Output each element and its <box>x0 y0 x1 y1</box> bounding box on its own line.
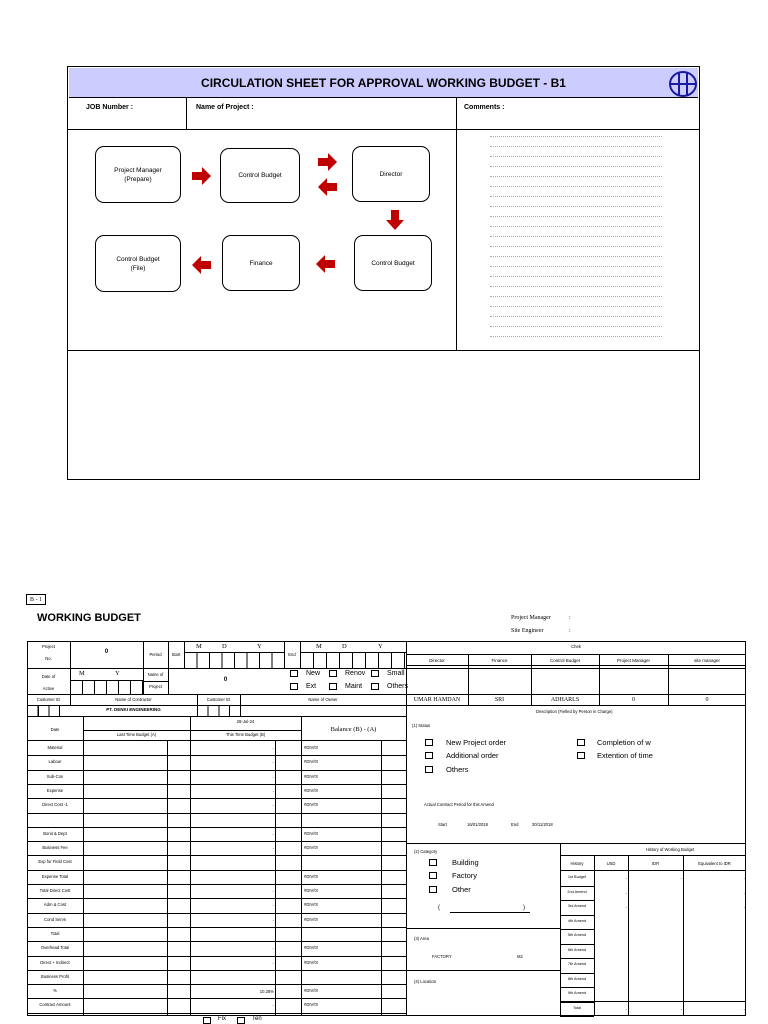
history-row-label: Total <box>572 1006 582 1010</box>
other-paren-open: ( <box>438 905 440 911</box>
line <box>406 654 746 655</box>
history-col-usd: USD <box>606 861 616 866</box>
history-row-label: 9th Amend <box>567 991 587 995</box>
arrow-left-icon <box>318 178 338 196</box>
line <box>275 740 276 1016</box>
ext-checkbox[interactable] <box>290 683 298 690</box>
line <box>27 694 406 695</box>
row-line <box>27 998 406 999</box>
comments-label: Comments : <box>464 104 505 111</box>
company-logo <box>668 70 698 98</box>
new-project-order-checkbox[interactable] <box>425 739 433 746</box>
role-control-budget: Control Budget <box>549 658 581 663</box>
budget-row-balance: #DIV/0! <box>304 774 318 779</box>
row-line <box>27 898 406 899</box>
flow-box-control-budget: Control Budget <box>220 148 300 203</box>
arrow-right-icon <box>192 167 212 185</box>
category-factory: Factory <box>452 871 478 880</box>
budget-row-this-time: - <box>272 832 274 837</box>
extention-checkbox[interactable] <box>577 752 585 759</box>
start-m: M <box>196 643 202 650</box>
status-others: Others <box>446 765 469 774</box>
history-col-idr: IDR <box>651 861 660 866</box>
start-date-cells[interactable] <box>184 652 284 668</box>
other-text-line[interactable] <box>450 912 530 913</box>
budget-row-label: Business Fee <box>42 845 68 850</box>
pm-line1: Project Manager <box>114 166 162 174</box>
line <box>406 970 560 971</box>
customer-id-cells[interactable] <box>27 705 70 716</box>
budget-row-balance: #DIV/0! <box>304 759 318 764</box>
description-note: Description (Fielled by Person in Charge) <box>536 709 613 714</box>
history-col-history: History <box>570 861 584 866</box>
maint-checkbox[interactable] <box>329 683 337 690</box>
arrow-right-icon <box>318 153 338 171</box>
budget-row-label: Business Profit <box>41 974 69 979</box>
history-row-label: 8th Amend <box>567 977 587 981</box>
working-budget-title: WORKING BUDGET <box>37 612 141 624</box>
cp-start-label: Start <box>438 822 447 827</box>
sheet-tag: B - 1 <box>26 594 46 605</box>
pm-line2: (Prepare) <box>124 175 152 183</box>
budget-row-this-time: - <box>272 1003 274 1008</box>
budget-row-this-time: - <box>272 789 274 794</box>
start-label: Start <box>171 652 181 657</box>
line <box>167 740 168 1016</box>
name-project-manager: 0 <box>632 697 635 703</box>
line <box>560 855 746 856</box>
history-row-label: 2nd Amend <box>567 890 587 894</box>
flow-box-finance: Finance <box>222 235 300 291</box>
project-manager-label: Project Manager <box>511 615 551 621</box>
fix-checkbox[interactable] <box>203 1017 211 1024</box>
budget-row-this-time: - <box>272 846 274 851</box>
history-row-line <box>560 944 594 945</box>
history-dash: - <box>743 891 745 896</box>
project-name-label: Name of Project : <box>196 104 254 111</box>
budget-row-this-time: - <box>272 918 274 923</box>
budget-row-this-time: - <box>272 760 274 765</box>
additional-order-checkbox[interactable] <box>425 752 433 759</box>
history-dash: - <box>743 876 745 881</box>
budget-row-balance: #DIV/0! <box>304 788 318 793</box>
row-line <box>27 770 406 771</box>
customer-id-label-2: Customer ID <box>206 697 231 702</box>
history-dash: - <box>625 905 627 910</box>
other-checkbox[interactable] <box>429 886 437 893</box>
budget-row-balance: #DIV/0! <box>304 988 318 993</box>
end-y: Y <box>378 643 383 650</box>
circulation-title-text: CIRCULATION SHEET FOR APPROVAL WORKING BUDGET - B1 <box>201 75 566 90</box>
row-line <box>27 1013 406 1014</box>
row-line <box>27 941 406 942</box>
budget-row-balance: #DIV/0! <box>304 960 318 965</box>
role-site-manager: site manager <box>693 658 720 663</box>
chek-label: Chek <box>571 644 581 649</box>
row-line <box>27 841 406 842</box>
budget-row-this-time: - <box>272 803 274 808</box>
date-active-label: Active <box>42 686 55 691</box>
line <box>406 694 746 695</box>
budget-row-label: Direct + Indirect <box>40 960 70 965</box>
history-dash: - <box>743 905 745 910</box>
comment-lines <box>490 136 662 337</box>
start-d: D <box>222 643 227 650</box>
history-dash: - <box>680 1007 682 1012</box>
budget-row-balance: #DIV/0! <box>304 802 318 807</box>
date-value: 28-Jul-24 <box>236 719 255 724</box>
location-label: (4) Location <box>414 979 437 984</box>
contractor-name-label: Name of Contractor <box>115 697 152 702</box>
others-checkbox[interactable] <box>371 683 379 690</box>
se-colon: : <box>569 628 571 634</box>
budget-row-balance: #DIV/0! <box>304 831 318 836</box>
budget-row-label: Bonit & Dept <box>43 831 67 836</box>
row-line <box>27 784 406 785</box>
status-completion: Completion of w <box>597 738 651 747</box>
row-line <box>27 813 406 814</box>
budget-row-this-time: - <box>272 946 274 951</box>
others-status-checkbox[interactable] <box>425 766 433 773</box>
date-label: Date <box>50 727 60 732</box>
period-label: Period <box>149 652 162 657</box>
start-y: Y <box>257 643 262 650</box>
budget-row-balance: #DIV/0! <box>304 745 318 750</box>
history-row-label: 6th Amend <box>567 948 587 952</box>
small-label: Small <box>387 670 405 677</box>
budget-row-balance: #DIV/0! <box>304 845 318 850</box>
row-line <box>27 927 406 928</box>
bottom-divider <box>68 350 699 351</box>
history-dash: - <box>743 1007 745 1012</box>
budget-row-balance: #DIV/0! <box>304 945 318 950</box>
line <box>27 668 746 669</box>
history-dash: - <box>680 876 682 881</box>
small-checkbox[interactable] <box>371 670 379 677</box>
history-dash: - <box>625 891 627 896</box>
status-new-project-order: New Project order <box>446 738 507 747</box>
line <box>27 740 406 741</box>
history-row-line <box>560 958 594 959</box>
row-line <box>27 913 406 914</box>
contract-period-label: Actual Contract Period for this Amend <box>424 802 494 807</box>
budget-row-label: Material <box>47 745 63 750</box>
category-building: Building <box>452 858 479 867</box>
project-no-label: No. <box>45 656 52 661</box>
area-label: (3) Area <box>414 936 429 941</box>
budget-row-balance: #DIV/0! <box>304 874 318 879</box>
budget-row-this-time: 10.28% <box>259 989 274 994</box>
others-label: Others <box>387 683 409 690</box>
status-extention: Extention of time <box>597 751 653 760</box>
line <box>27 705 746 706</box>
active-date-cells[interactable] <box>70 680 143 694</box>
budget-row-this-time: - <box>272 889 274 894</box>
history-row-line <box>560 915 594 916</box>
name-project-label: Project <box>148 684 163 689</box>
owner-name-label: Name of Owner <box>308 697 338 702</box>
ten-checkbox[interactable] <box>237 1017 245 1024</box>
history-row-label: 5th Amend <box>567 933 587 937</box>
history-row-line <box>560 900 594 901</box>
line <box>240 694 241 716</box>
project-label: Project <box>41 644 56 649</box>
row-line <box>27 827 406 828</box>
name-finance: SRI <box>494 697 505 703</box>
date-of-label: Date of <box>41 674 56 679</box>
budget-row-label: Labour <box>48 759 62 764</box>
active-y: Y <box>115 670 120 677</box>
history-row-line <box>560 987 594 988</box>
area-unit: M2 <box>517 954 523 959</box>
category-label: (2) Category <box>414 849 438 854</box>
history-title: History of Working Budget <box>645 847 695 852</box>
contractor-name-value: PT. DENKI ENGINEERING <box>106 707 161 712</box>
line <box>143 681 168 682</box>
budget-row-label: Cond Servs <box>44 917 66 922</box>
row-line <box>27 870 406 871</box>
cp-start-value: 16/01/2018 <box>467 822 488 827</box>
line <box>406 928 560 929</box>
history-row-line <box>560 1016 594 1017</box>
this-time-budget-label: This Time Budget (B) <box>225 732 266 737</box>
job-number-label: JOB Number : <box>86 104 134 111</box>
budget-row-this-time: - <box>272 961 274 966</box>
budget-row-label: Contract Amount <box>39 1002 71 1007</box>
history-row-line <box>560 973 594 974</box>
budget-row-label: Overhead Total <box>40 945 70 950</box>
status-additional-order: Additional order <box>446 751 499 760</box>
row-line <box>27 984 406 985</box>
budget-row-label: Sub-Con <box>46 774 64 779</box>
project-no-value: 0 <box>104 649 109 655</box>
budget-row-balance: #DIV/0! <box>304 917 318 922</box>
budget-row-label: Total Direct Cost <box>39 888 71 893</box>
budget-row-label: % <box>53 988 57 993</box>
arrow-down-icon <box>386 210 404 231</box>
budget-row-label: Expense Total <box>41 874 69 879</box>
category-other: Other <box>452 885 471 894</box>
factory-checkbox[interactable] <box>429 872 437 879</box>
budget-row-label: Exp for Field Cost <box>38 859 72 864</box>
line <box>560 870 746 871</box>
cp-end-value: 30/11/2018 <box>532 822 553 827</box>
budget-row-label: Total <box>50 931 60 936</box>
renov-checkbox[interactable] <box>329 670 337 677</box>
budget-row-balance: #DIV/0! <box>304 902 318 907</box>
customer-id-label: Customer ID <box>36 697 61 702</box>
history-row-label: 7th Amend <box>567 962 587 966</box>
header-divider <box>68 129 699 130</box>
row-line <box>27 855 406 856</box>
end-m: M <box>316 643 322 650</box>
line <box>406 843 746 844</box>
flow-box-director: Director <box>352 146 430 202</box>
budget-row-balance: #DIV/0! <box>304 1002 318 1007</box>
history-dash: - <box>625 1007 627 1012</box>
site-engineer-label: Site Engineer <box>511 628 544 634</box>
flow-box-project-manager <box>95 146 181 203</box>
arrow-left-icon <box>192 256 212 274</box>
flow-box-control-budget-2: Control Budget <box>354 235 432 291</box>
new-label: New <box>306 670 321 677</box>
ten-label: Ten <box>252 1016 262 1022</box>
arrow-left-icon <box>316 255 336 273</box>
row-line <box>27 798 406 799</box>
cp-end-label: End <box>511 822 519 827</box>
pm-colon: : <box>569 615 571 621</box>
role-project-manager: Project Manager <box>616 658 651 663</box>
budget-row-this-time: - <box>272 903 274 908</box>
budget-row-label: Direct Cost -1 <box>42 802 68 807</box>
budget-row-this-time: - <box>272 775 274 780</box>
line <box>83 730 301 731</box>
history-row-label: 1st Budget <box>567 875 587 879</box>
name-of-label: Name of <box>147 672 164 677</box>
history-row-line <box>560 886 594 887</box>
line <box>83 716 84 1016</box>
comments-col-divider <box>456 98 457 351</box>
history-row-label: 4th Amend <box>567 919 587 923</box>
history-row-line <box>560 929 594 930</box>
name-site-manager: 0 <box>705 697 709 703</box>
name-director: UMAR HAMDAN <box>413 697 461 703</box>
history-total-line <box>560 1001 746 1002</box>
row-line <box>27 970 406 971</box>
row-line <box>27 884 406 885</box>
area-value: FACTORY <box>432 954 452 959</box>
history-col-equiv: Equivalent to IDR <box>698 861 731 866</box>
budget-row-label: Adm & Cost <box>43 902 67 907</box>
line <box>381 740 382 1016</box>
history-dash: - <box>625 876 627 881</box>
new-checkbox[interactable] <box>290 670 298 677</box>
other-paren-close: ) <box>523 905 525 911</box>
circulation-title <box>69 68 698 98</box>
renov-label: Renov <box>345 670 366 677</box>
line <box>301 716 302 1016</box>
line <box>406 665 746 666</box>
customer-id-cells-2[interactable] <box>197 705 240 716</box>
fix-label: Fix <box>218 1016 226 1022</box>
history-row-line <box>560 1002 594 1003</box>
completion-checkbox[interactable] <box>577 739 585 746</box>
header-col-divider <box>186 98 187 130</box>
budget-row-label: Expense <box>46 788 64 793</box>
budget-row-this-time: - <box>272 746 274 751</box>
end-label: End <box>288 652 296 657</box>
end-date-cells[interactable] <box>300 652 406 668</box>
balance-label: Balance (B) - (A) <box>330 726 377 733</box>
row-line <box>27 956 406 957</box>
role-finance: Finance <box>491 658 508 663</box>
last-time-budget-label: Last Time Budget (A) <box>116 732 157 737</box>
project-name-value: 0 <box>223 677 228 683</box>
budget-row-balance: #DIV/0! <box>304 888 318 893</box>
status-label: (1) Status <box>412 723 431 728</box>
maint-label: Maint <box>345 683 363 690</box>
row-line <box>27 755 406 756</box>
role-director: Director <box>429 658 445 663</box>
flow-box-control-budget-file: Control Budget (File) <box>95 235 181 292</box>
active-m: M <box>79 670 85 677</box>
history-row-label: 3rd Amend <box>567 904 587 908</box>
name-control-budget: ADHARLS <box>550 697 580 703</box>
building-checkbox[interactable] <box>429 859 437 866</box>
ext-label: Ext <box>306 683 317 690</box>
end-d: D <box>342 643 347 650</box>
